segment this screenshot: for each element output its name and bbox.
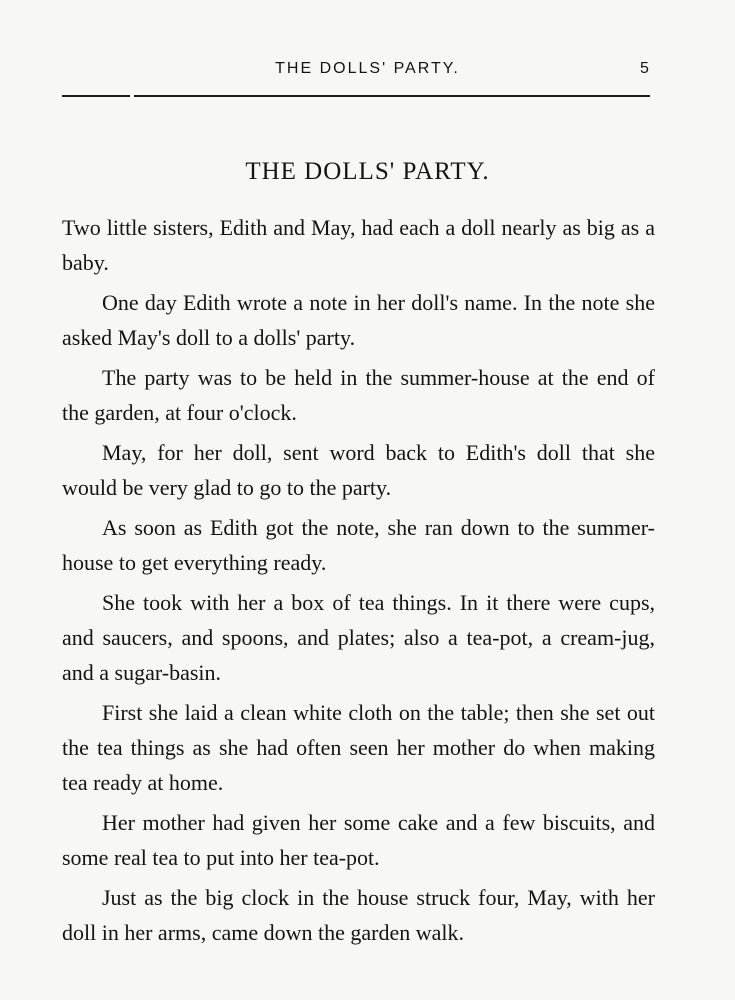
paragraph: One day Edith wrote a note in her doll's name. In the note she asked May's doll to a dolls' party.	[62, 290, 655, 350]
paragraph: Two little sisters, Edith and May, had each a doll nearly as big as a baby.	[62, 215, 655, 275]
header-rule-break	[130, 94, 134, 98]
body-text	[62, 210, 655, 955]
paragraph: Just as the big clock in the house struck four, May, with her doll in her arms, came down the garden walk.	[62, 885, 655, 945]
paragraph: May, for her doll, sent word back to Edith's doll that she would be very glad to go to the party.	[62, 440, 655, 500]
paragraph: First she laid a clean white cloth on the table; then she set out the tea things as she had often seen her mother do when making tea ready at home.	[62, 700, 655, 795]
chapter-title: THE DOLLS' PARTY.	[245, 158, 490, 185]
paragraph: Her mother had given her some cake and a few biscuits, and some real tea to put into her tea-pot.	[62, 810, 655, 870]
page-number: 5	[640, 60, 649, 77]
header-rule	[62, 95, 650, 97]
running-title: THE DOLLS' PARTY.	[275, 60, 460, 77]
paragraph: The party was to be held in the summer-house at the end of the garden, at four o'clock.	[62, 365, 655, 425]
running-head	[0, 57, 735, 81]
paragraph: She took with her a box of tea things. In it there were cups, and saucers, and spoons, and plates; also a tea-pot, a cream-jug, and a sugar-basin.	[62, 590, 655, 685]
paragraph: As soon as Edith got the note, she ran down to the summer-house to get everything ready.	[62, 515, 655, 575]
